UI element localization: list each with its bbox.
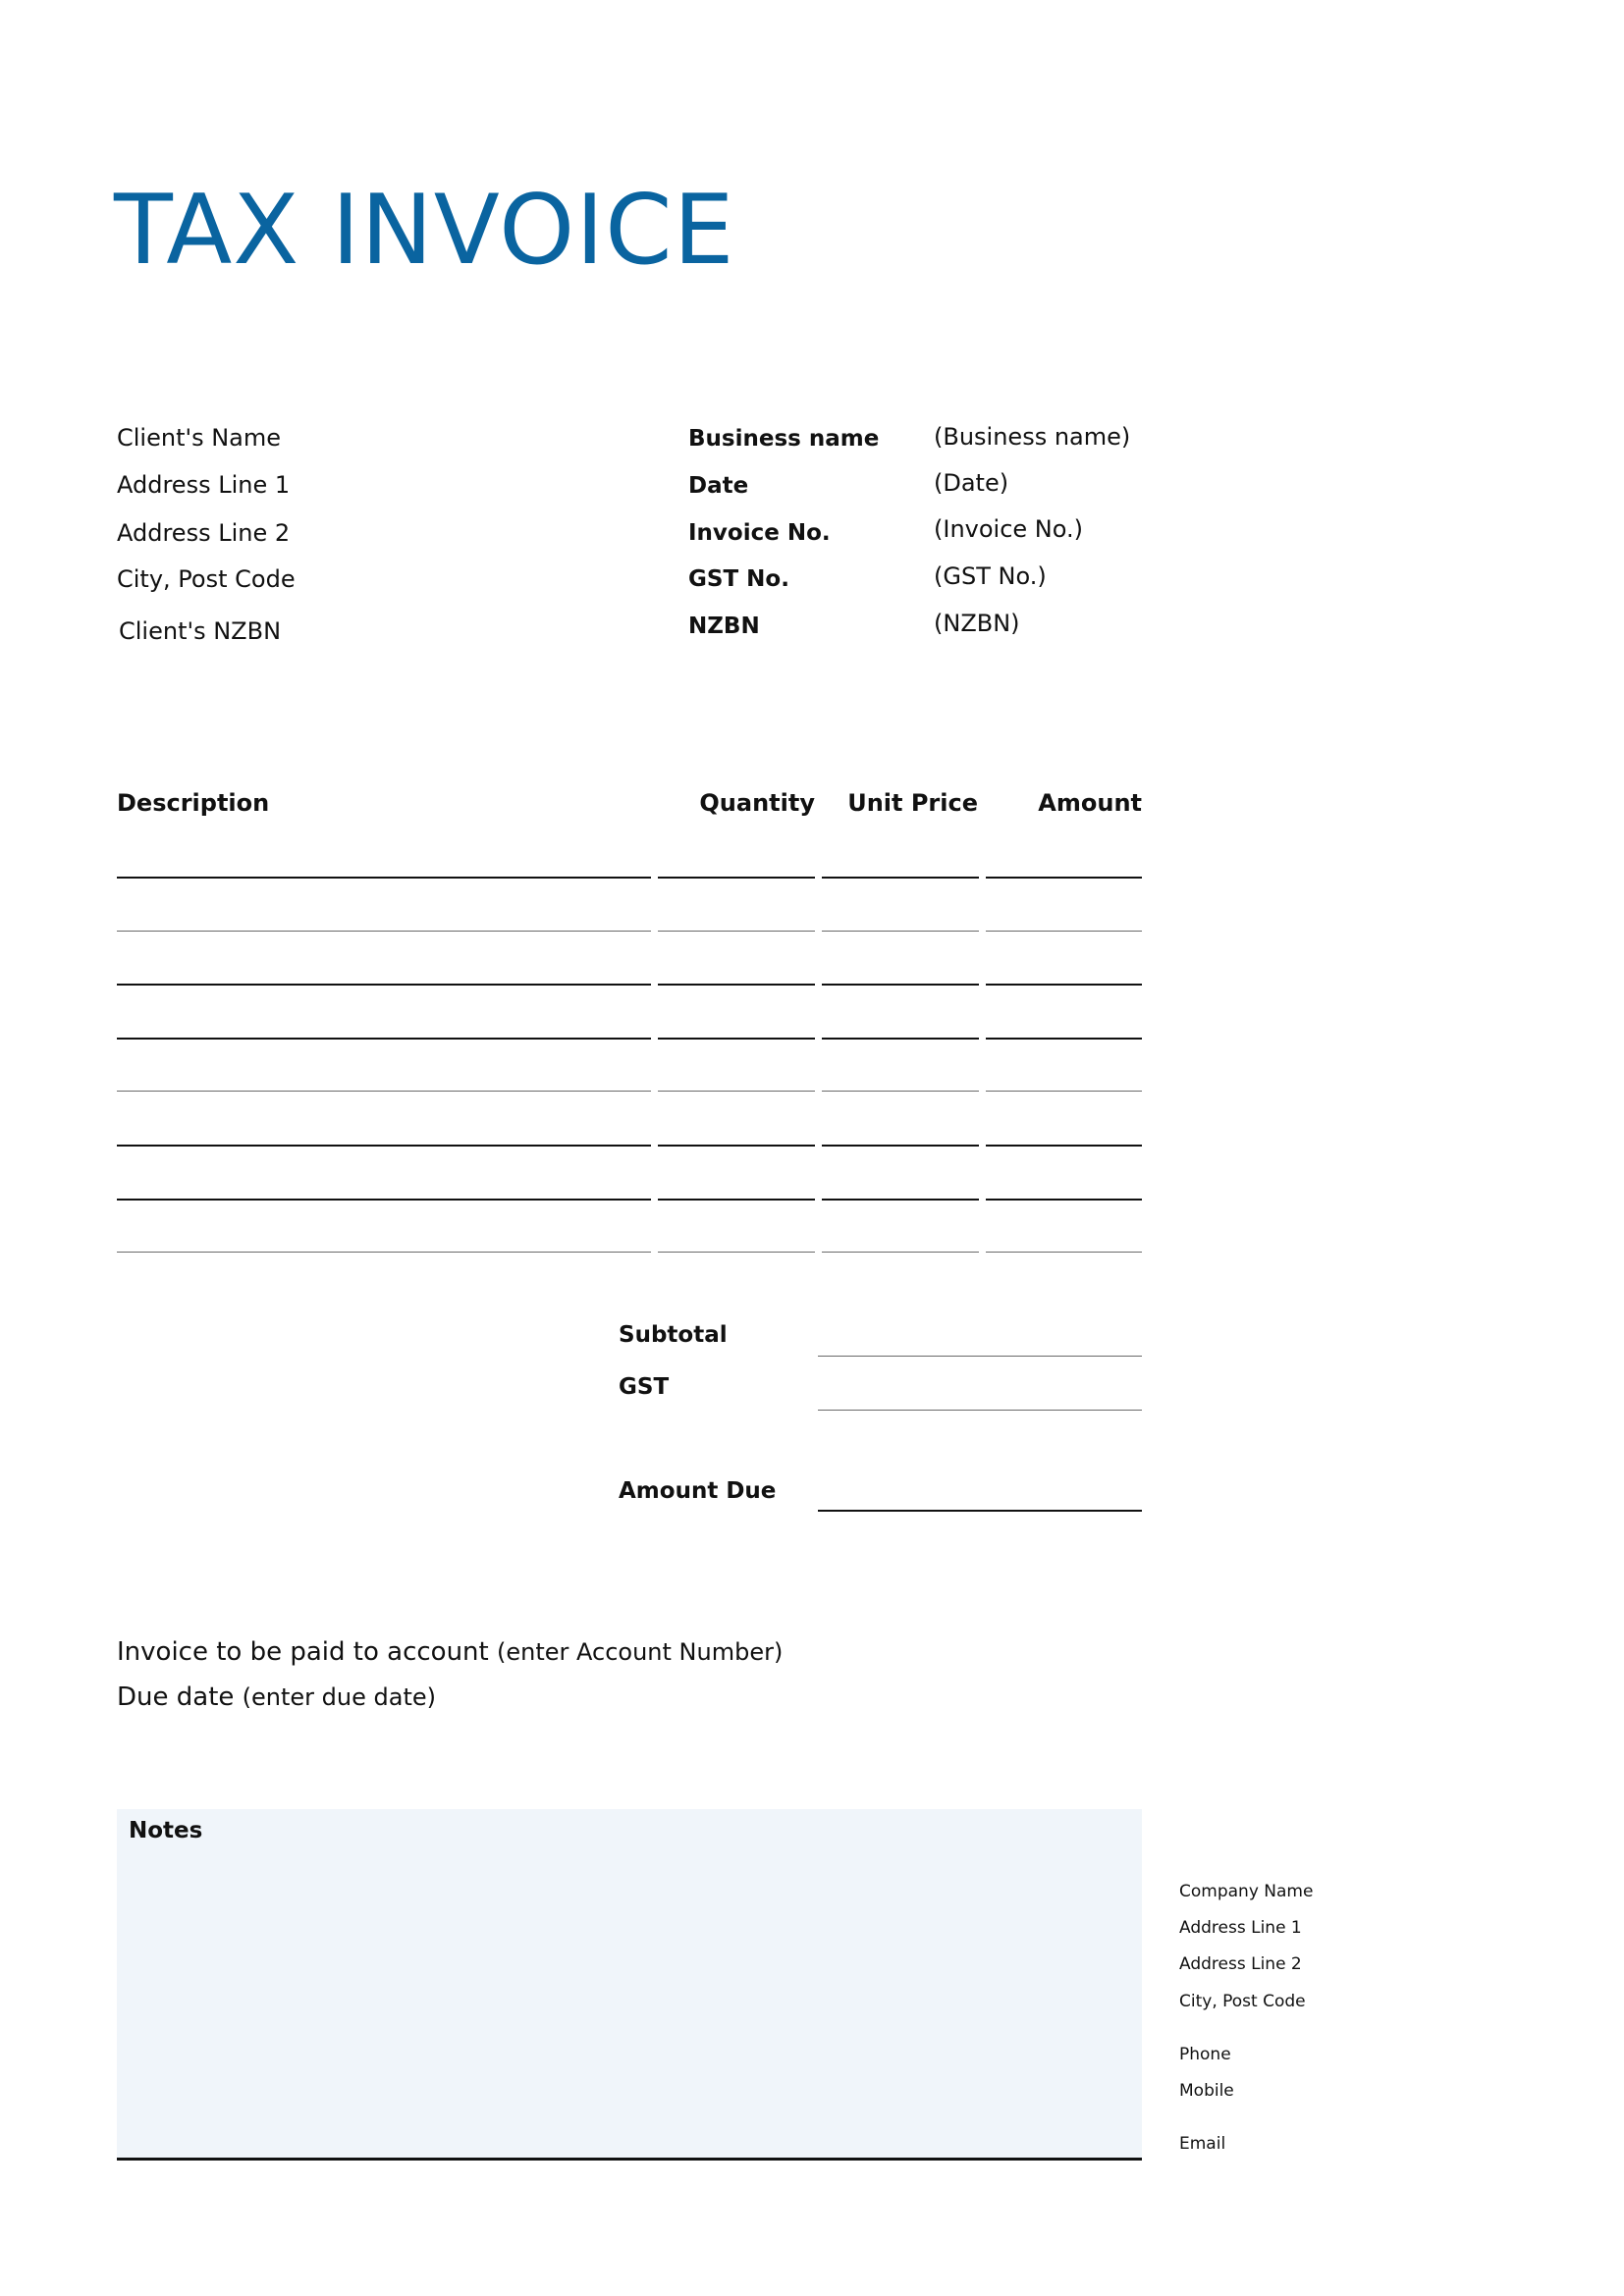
company-address-line-1: Address Line 1	[1179, 1918, 1302, 1938]
row-3-description-field[interactable]	[117, 984, 651, 986]
gst-number-value: (GST No.)	[934, 562, 1047, 590]
nzbn-value: (NZBN)	[934, 610, 1020, 637]
row-7-amount-field[interactable]	[986, 1199, 1142, 1201]
company-name: Company Name	[1179, 1882, 1314, 1901]
company-mobile: Mobile	[1179, 2081, 1234, 2101]
invoice-number-value: (Invoice No.)	[934, 515, 1084, 543]
column-header-unit-price: Unit Price	[847, 789, 978, 817]
row-1-amount-field[interactable]	[986, 877, 1142, 879]
column-header-description: Description	[117, 789, 270, 817]
gst-number-label: GST No.	[688, 566, 789, 592]
client-address-line-2: Address Line 2	[117, 519, 291, 547]
subtotal-field[interactable]	[818, 1356, 1142, 1357]
row-6-amount-field[interactable]	[986, 1145, 1142, 1147]
amount-due-field[interactable]	[818, 1510, 1142, 1512]
payment-account-label: Invoice to be paid to account	[117, 1637, 489, 1667]
row-4-description-field[interactable]	[117, 1038, 651, 1040]
row-7-description-field[interactable]	[117, 1199, 651, 1201]
row-4-unit-price-field[interactable]	[822, 1038, 979, 1040]
row-2-description-field[interactable]	[117, 931, 651, 932]
client-address-line-1: Address Line 1	[117, 471, 291, 499]
due-date-line	[117, 1682, 436, 1712]
row-5-amount-field[interactable]	[986, 1091, 1142, 1092]
gst-label: GST	[619, 1374, 670, 1400]
row-1-description-field[interactable]	[117, 877, 651, 879]
payment-account-line	[117, 1637, 783, 1667]
row-3-unit-price-field[interactable]	[822, 984, 979, 986]
row-7-unit-price-field[interactable]	[822, 1199, 979, 1201]
row-6-unit-price-field[interactable]	[822, 1145, 979, 1147]
invoice-number-label: Invoice No.	[688, 520, 831, 546]
nzbn-label: NZBN	[688, 614, 760, 639]
business-name-label: Business name	[688, 426, 880, 452]
column-header-quantity: Quantity	[699, 789, 815, 817]
row-3-amount-field[interactable]	[986, 984, 1142, 986]
company-city-postcode: City, Post Code	[1179, 1992, 1306, 2011]
company-address-line-2: Address Line 2	[1179, 1954, 1302, 1974]
client-nzbn: Client's NZBN	[119, 617, 282, 645]
row-6-quantity-field[interactable]	[658, 1145, 815, 1147]
date-label: Date	[688, 473, 749, 499]
row-8-amount-field[interactable]	[986, 1252, 1142, 1253]
row-5-quantity-field[interactable]	[658, 1091, 815, 1092]
due-date-value: (enter due date)	[242, 1683, 436, 1711]
notes-box[interactable]	[117, 1809, 1142, 2161]
row-2-unit-price-field[interactable]	[822, 931, 979, 932]
notes-label: Notes	[129, 1818, 203, 1843]
row-8-quantity-field[interactable]	[658, 1252, 815, 1253]
payment-account-value: (enter Account Number)	[497, 1638, 784, 1666]
company-phone: Phone	[1179, 2045, 1231, 2064]
company-email: Email	[1179, 2134, 1226, 2154]
invoice-title: TAX INVOICE	[114, 175, 735, 287]
row-2-amount-field[interactable]	[986, 931, 1142, 932]
gst-field[interactable]	[818, 1410, 1142, 1411]
amount-due-label: Amount Due	[619, 1478, 777, 1504]
due-date-label: Due date	[117, 1682, 235, 1712]
date-value: (Date)	[934, 469, 1009, 497]
row-1-quantity-field[interactable]	[658, 877, 815, 879]
row-4-amount-field[interactable]	[986, 1038, 1142, 1040]
row-8-unit-price-field[interactable]	[822, 1252, 979, 1253]
row-5-unit-price-field[interactable]	[822, 1091, 979, 1092]
row-6-description-field[interactable]	[117, 1145, 651, 1147]
row-7-quantity-field[interactable]	[658, 1199, 815, 1201]
row-8-description-field[interactable]	[117, 1252, 651, 1253]
subtotal-label: Subtotal	[619, 1322, 728, 1348]
row-5-description-field[interactable]	[117, 1091, 651, 1092]
business-name-value: (Business name)	[934, 423, 1131, 451]
column-header-amount: Amount	[1038, 789, 1142, 817]
row-2-quantity-field[interactable]	[658, 931, 815, 932]
row-4-quantity-field[interactable]	[658, 1038, 815, 1040]
row-1-unit-price-field[interactable]	[822, 877, 979, 879]
row-3-quantity-field[interactable]	[658, 984, 815, 986]
client-city-postcode: City, Post Code	[117, 565, 296, 593]
client-name: Client's Name	[117, 424, 282, 452]
